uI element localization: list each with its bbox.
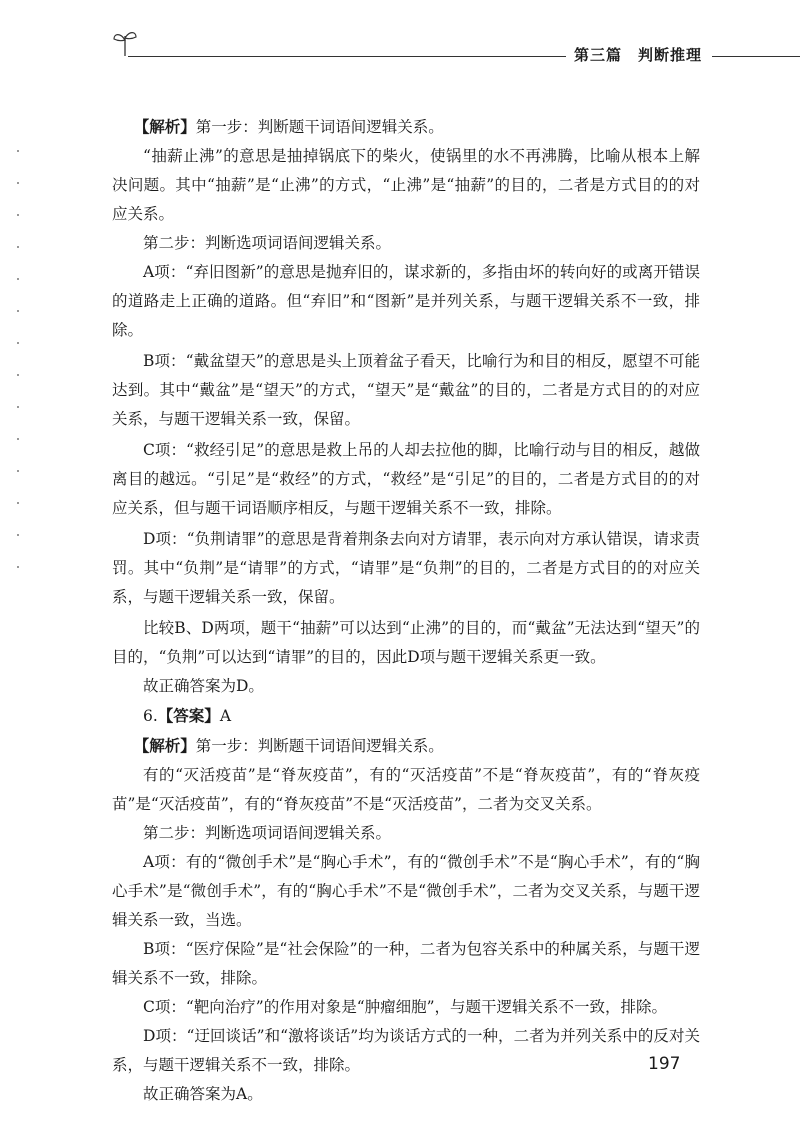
q6-option-b: B项：“医疗保险”是“社会保险”的一种，二者为包容关系中的种属关系，与题干逻辑关系不一致，排除。 xyxy=(112,940,700,987)
q5-option-b: B项：“戴盆望天”的意思是头上顶着盆子看天，比喻行为和目的相反，愿望不可能达到。其中“戴盆”是“望天”的方式，“望天”是“戴盆”的目的，二者是方式目的的对应关系，与题干逻辑关系一致，保留。 xyxy=(112,352,700,428)
q5-analysis-tag: 【解析】 xyxy=(133,117,196,136)
q6-option-c: C项：“靶向治疗”的作用对象是“肿瘤细胞”，与题干逻辑关系不一致，排除。 xyxy=(143,998,668,1016)
header-rule-right xyxy=(712,56,800,57)
page-number: 197 xyxy=(648,1054,681,1074)
q5-comparison: 比较B、D两项，题干“抽薪”可以达到“止沸”的目的，而“戴盆”无法达到“望天”的目的，“负荆”可以达到“请罪”的目的，因此D项与题干逻辑关系更一致。 xyxy=(112,619,700,666)
q6-step2: 第二步：判断选项词语间逻辑关系。 xyxy=(143,824,392,842)
q6-answer-value: A xyxy=(219,707,232,725)
q5-option-a: A项：“弃旧图新”的意思是抛弃旧的，谋求新的，多指由坏的转向好的或离开错误的道路走上正确的道路。但“弃旧”和“图新”是并列关系，与题干逻辑关系不一致，排除。 xyxy=(112,263,700,339)
binding-marks xyxy=(14,150,22,570)
q5-step2: 第二步：判断选项词语间逻辑关系。 xyxy=(143,234,392,252)
q5-stem-explanation: “抽薪止沸”的意思是抽掉锅底下的柴火，使锅里的水不再沸腾，比喻从根本上解决问题。其中“抽薪”是“止沸”的方式，“止沸”是“抽薪”的目的，二者是方式目的的对应关系。 xyxy=(112,147,700,223)
q6-analysis-tag: 【解析】 xyxy=(133,736,196,755)
q6-stem-explanation: 有的“灭活疫苗”是“脊灰疫苗”，有的“灭活疫苗”不是“脊灰疫苗”，有的“脊灰疫苗”是“灭活疫苗”，有的“脊灰疫苗”不是“灭活疫苗”，二者为交叉关系。 xyxy=(112,766,700,813)
q6-conclusion: 故正确答案为A。 xyxy=(143,1085,263,1103)
q6-step1-text: 第一步：判断题干词语间逻辑关系。 xyxy=(195,737,444,755)
q6-answer xyxy=(112,701,700,731)
q6-answer-tag: 【答案】 xyxy=(157,706,220,725)
q5-option-d: D项：“负荆请罪”的意思是背着荆条去向对方请罪，表示向对方承认错误，请求责罚。其中“负荆”是“请罪”的方式，“请罪”是“负荆”的目的，二者是方式目的的对应关系，与题干逻辑关系一致，保留。 xyxy=(112,530,700,606)
q6-number: 6. xyxy=(143,707,158,725)
section-title: 第三篇 判断推理 xyxy=(574,46,703,64)
q6-analysis-step1 xyxy=(112,731,700,761)
page-header xyxy=(0,18,800,78)
header-rule-left xyxy=(128,56,566,57)
page-body xyxy=(112,112,700,1109)
sprout-icon xyxy=(112,28,138,58)
q5-step1-text: 第一步：判断题干词语间逻辑关系。 xyxy=(195,118,444,136)
q5-analysis-step1 xyxy=(112,112,700,142)
q5-conclusion: 故正确答案为D。 xyxy=(143,677,264,695)
q6-option-d: D项：“迂回谈话”和“激将谈话”均为谈话方式的一种，二者为并列关系中的反对关系，与题干逻辑关系不一致，排除。 xyxy=(112,1027,700,1074)
q6-option-a: A项：有的“微创手术”是“胸心手术”，有的“微创手术”不是“胸心手术”，有的“胸心手术”是“微创手术”，有的“胸心手术”不是“微创手术”，二者为交叉关系，与题干逻辑关系一致，当选。 xyxy=(112,853,700,929)
q5-option-c: C项：“救经引足”的意思是救上吊的人却去拉他的脚，比喻行动与目的相反，越做离目的越远。“引足”是“救经”的方式，“救经”是“引足”的目的，二者是方式目的的对应关系，但与题干词语顺序相反，与题干逻辑关系不一致，排除。 xyxy=(112,441,700,517)
